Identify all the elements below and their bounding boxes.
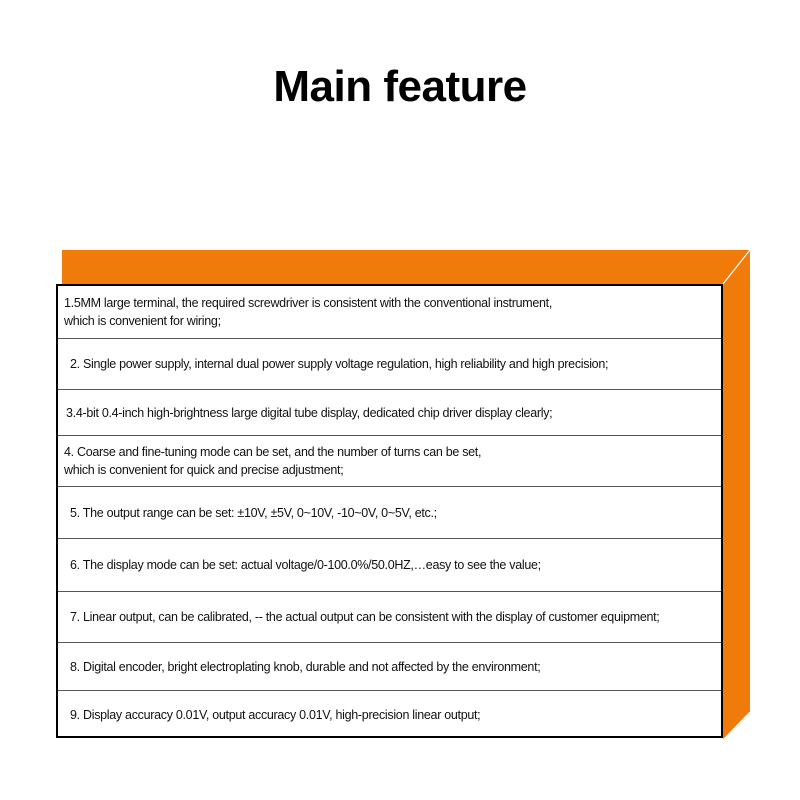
feature-4-line-2: which is convenient for quick and precise adjustment;: [64, 463, 344, 477]
feature-3-line-1: 3.4-bit 0.4-inch high-brightness large digital tube display, dedicated chip driver display clearly;: [66, 405, 553, 420]
feature-row-6: [58, 538, 721, 591]
feature-6-line-1: 6. The display mode can be set: actual voltage/0-100.0%/50.0HZ,…easy to see the value;: [70, 558, 541, 572]
feature-2-line-1: 2. Single power supply, internal dual power supply voltage regulation, high reliability and high precision;: [70, 357, 609, 371]
page-title: Main feature: [273, 62, 527, 111]
feature-row-7: [58, 591, 721, 642]
feature-5-line-1: 5. The output range can be set: ±10V, ±5V, 0~10V, -10~0V, 0~5V, etc.;: [70, 505, 437, 520]
feature-7-line-1: 7. Linear output, can be calibrated, -- the actual output can be consistent with the display of customer equipment;: [70, 610, 660, 624]
box-right-face: [723, 250, 750, 740]
feature-row-8: [58, 642, 721, 690]
feature-row-9: [58, 690, 721, 738]
feature-row-2: [58, 338, 721, 389]
feature-9-line-1: 9. Display accuracy 0.01V, output accuracy 0.01V, high-precision linear output;: [70, 707, 481, 722]
feature-row-3: [58, 389, 721, 435]
feature-1-line-2: which is convenient for wiring;: [64, 314, 221, 328]
feature-8-line-1: 8. Digital encoder, bright electroplating knob, durable and not affected by the environment;: [70, 659, 541, 674]
feature-table: [56, 284, 723, 738]
feature-row-4: [58, 435, 721, 486]
feature-row-5: [58, 486, 721, 538]
box-top-face: [62, 250, 750, 284]
feature-1-line-1: 1.5MM large terminal, the required screwdriver is consistent with the conventional instrument,: [64, 296, 552, 310]
feature-row-1: [58, 286, 721, 338]
feature-4-line-1: 4. Coarse and fine-tuning mode can be set, and the number of turns can be set,: [64, 445, 482, 459]
